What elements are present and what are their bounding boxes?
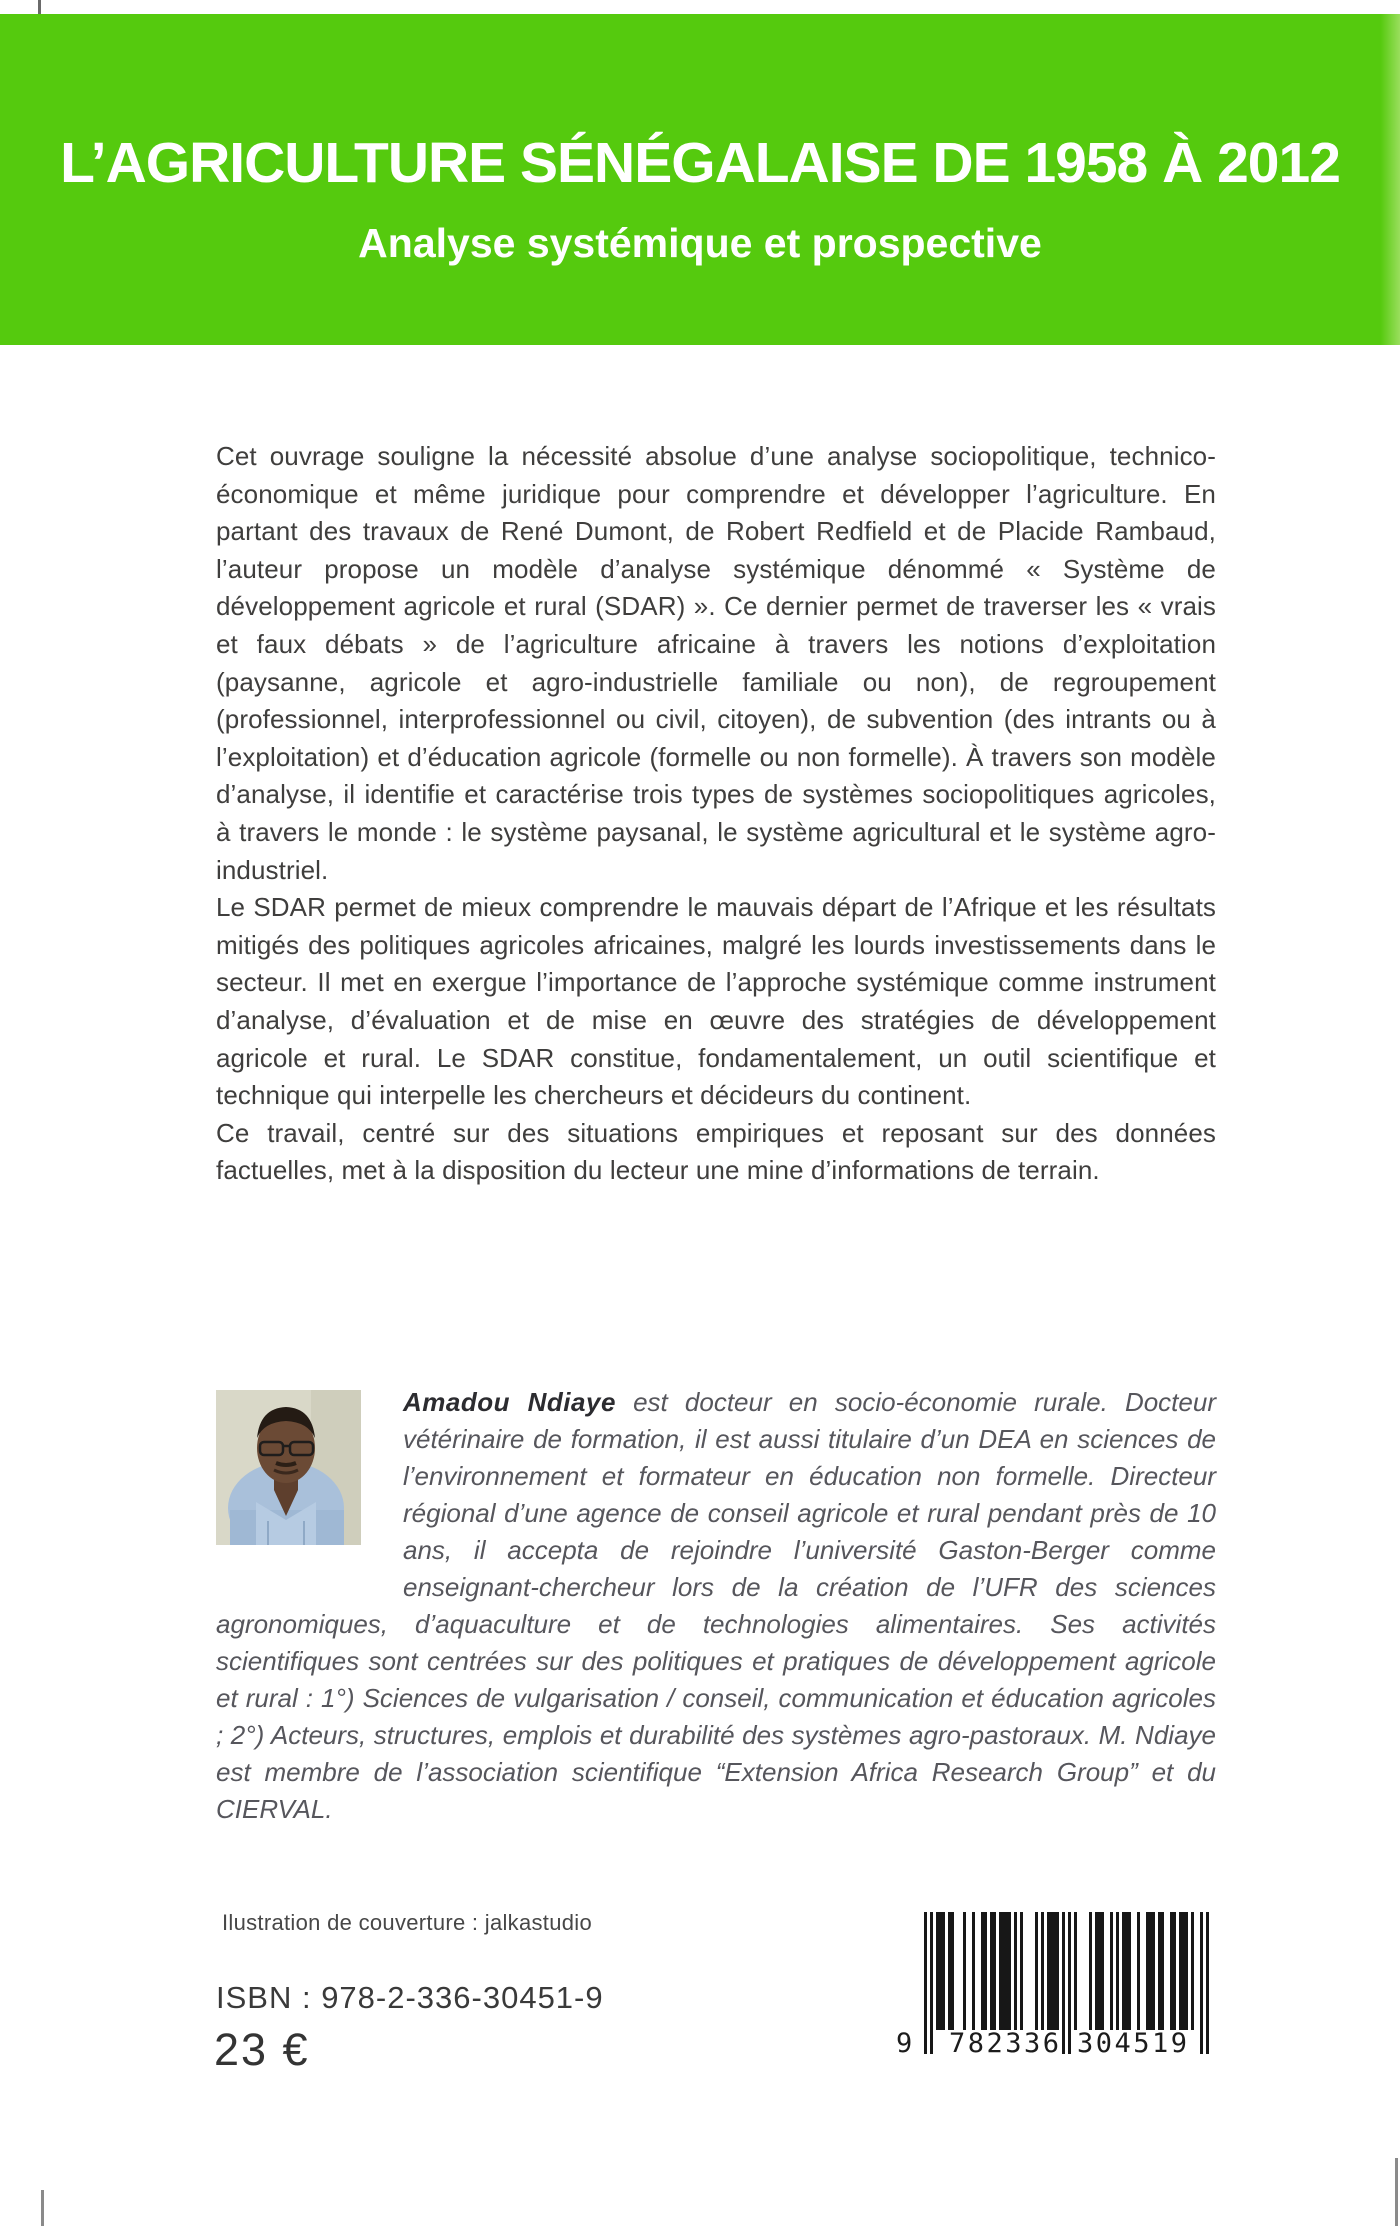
- barcode-digits: [896, 2028, 1209, 2060]
- barcode-bar: [1116, 1912, 1119, 2030]
- barcode-bar: [984, 1912, 987, 2030]
- barcode-digit-lead: 9: [896, 2028, 913, 2059]
- author-bio: [216, 1384, 1216, 1828]
- barcode-bar: [1161, 1912, 1164, 2030]
- barcode-bar: [993, 1912, 996, 2030]
- crop-mark-bottom-right: [1395, 2158, 1398, 2226]
- author-portrait-image: [216, 1390, 361, 1545]
- barcode-bar: [1137, 1912, 1140, 2030]
- book-subtitle: Analyse systémique et prospective: [358, 220, 1042, 266]
- barcode-bar: [1074, 1912, 1077, 2030]
- barcode-bar: [951, 1912, 954, 2030]
- synopsis-paragraph: Cet ouvrage souligne la nécessité absolue d’une analyse sociopolitique, technico-économique et même juridique pour comprendre et développer l’agriculture. En partant des travaux de René Dumont, de Robert Redfield et de Placide Rambaud, l’auteur propose un modèle d’analyse systémique dénommé « Système de développement agricole et rural (SDAR) ». Ce dernier permet de traverser les « vrais et faux débats » de l’agriculture africaine à travers les notions d’exploitation (paysanne, agricole et agro-industrielle familiale ou non), de regroupement (professionnel, interprofessionnel ou civil, citoyen), de subvention (des intrants ou à l’exploitation) et d’éducation agricole (formelle ou non formelle). À travers son modèle d’analyse, il identifie et caractérise trois types de systèmes sociopolitiques agricoles, à travers le monde : le système paysanal, le système agricultural et le système agro-industriel.: [216, 441, 1216, 885]
- barcode-bar: [942, 1912, 945, 2030]
- isbn-number: ISBN : 978-2-336-30451-9: [216, 1980, 604, 2015]
- barcode-bar: [1152, 1912, 1155, 2030]
- author-photo: [216, 1384, 403, 1602]
- barcode-bar: [1173, 1912, 1176, 2030]
- barcode-bar: [1008, 1912, 1011, 2030]
- author-name: Amadou Ndiaye: [403, 1387, 616, 1417]
- barcode-bar: [1020, 1912, 1023, 2030]
- barcode-bar: [1056, 1912, 1059, 2030]
- barcode-bar: [1110, 1912, 1113, 2030]
- cover-illustration-credit: Ilustration de couverture : jalkastudio: [222, 1910, 593, 1935]
- barcode-bar: [1185, 1912, 1188, 2030]
- synopsis-paragraph: Ce travail, centré sur des situations empiriques et reposant sur des données factuelles, met à la disposition du lecteur une mine d’informations de terrain.: [216, 1117, 1216, 1186]
- book-title: L’AGRICULTURE SÉNÉGALAISE DE 1958 À 2012: [60, 131, 1340, 195]
- barcode-bar: [963, 1912, 966, 2030]
- barcode-bar: [1014, 1912, 1017, 2030]
- barcode-digits-right: 304519: [1077, 2028, 1190, 2059]
- synopsis-paragraph: Le SDAR permet de mieux comprendre le mauvais départ de l’Afrique et les résultats mitigés des politiques agricoles africaines, malgré les lourds investissements dans le secteur. Il met en exergue l’importance de l’approche systémique comme instrument d’analyse, d’évaluation et de mise en œuvre des stratégies de développement agricole et rural. Le SDAR constitue, fondamentalement, un outil scientifique et technique qui interpelle les chercheurs et décideurs du continent.: [216, 892, 1216, 1111]
- barcode-bar: [1191, 1912, 1194, 2030]
- author-bio-text: est docteur en socio-économie rurale. Docteur vétérinaire de formation, il est aussi titulaire d’un DEA en sciences de l’environnement et formateur en éducation non formelle. Directeur régional d’une agence de conseil agricole et rural pendant près de 10 ans, il accepta de rejoindre l’université Gaston-Berger comme enseignant-chercheur lors de la création de l’UFR des sciences agronomiques, d’aquaculture et de technologies alimentaires. Ses activités scientifiques sont centrées sur des politiques et pratiques de développement agricole et rural : 1°) Sciences de vulgarisation / conseil, communication et éducation agricoles ; 2°) Acteurs, structures, emplois et durabilité des systèmes agro-pastoraux. M. Ndiaye est membre de l’association scientifique “Extension Africa Research Group” et du CIERVAL.: [216, 1387, 1216, 1824]
- barcode-bar: [1128, 1912, 1131, 2030]
- barcode-digits-left: 782336: [949, 2028, 1062, 2059]
- barcode-bar: [1089, 1912, 1092, 2030]
- barcode-bar: [1101, 1912, 1104, 2030]
- synopsis: [216, 438, 1216, 1190]
- header-band: [0, 14, 1400, 345]
- barcode-bar: [972, 1912, 975, 2030]
- barcode-bar: [1041, 1912, 1044, 2030]
- crop-mark-bottom-left: [41, 2190, 44, 2226]
- barcode: [896, 1912, 1209, 2062]
- price: 23 €: [214, 2024, 310, 2075]
- barcode-bar: [1035, 1912, 1038, 2030]
